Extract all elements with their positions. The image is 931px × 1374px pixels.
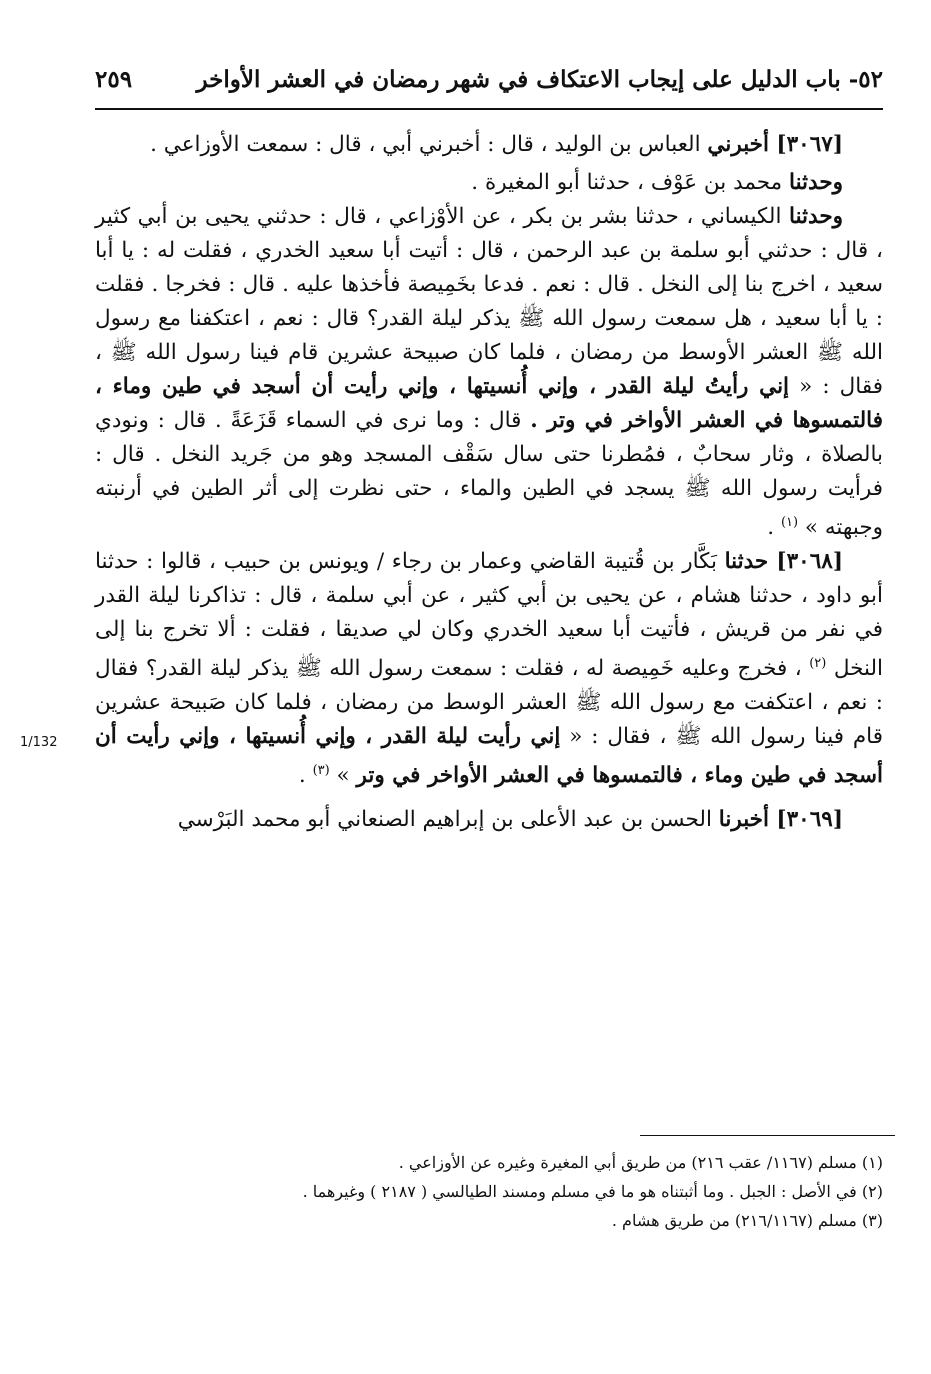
chain-paragraph: [95, 166, 883, 200]
paragraph-text: قال : وما نرى في السماء قَزَعَةً . قال : ونودي بالصلاة ، وثار سحابٌ ، فمُطرنا حتى سال سَقْف المسجد وهو من جَريد النخل . قال : فرأيت رسول الله ﷺ يسجد في الطين والماء ، حتى نظرت إلى أثر الطين في أرنبته وجبهته »: [95, 408, 883, 541]
hadith-3069: [95, 803, 883, 837]
hadith-3067: [95, 128, 883, 162]
paragraph-text: محمد بن عَوْف ، حدثنا أبو المغيرة .: [471, 170, 790, 195]
paragraph-text: الكيساني ، حدثنا بشر بن بكر ، عن الأوْزاعي ، قال : حدثني يحيى بن أبي كثير ، قال : حدثني أبو سلمة بن عبد الرحمن ، قال : أتيت أبا سعيد الخدري ، فقلت له : يا أبا سعيد ، اخرج بنا إلى النخل . قال : نعم . فدعا بخَمِيصة فأخذها عليه . قال : فخرجا . فقلت : يا أبا سعيد ، هل سمعت رسول الله ﷺ يذكر ليلة القدر؟ قال : نعم ، اعتكفنا مع رسول الله ﷺ العشر الأوسط من رمضان ، فلما كان صبيحة عشرين قام فينا رسول الله ﷺ ، فقال : «: [95, 204, 883, 399]
prophetic-quote: إني رأيتُ ليلة القدر ، وإني أُنسيتها ، وإني رأيت أن أسجد في طين وماء ، فالتمسوها في العشر الأواخر في وتر .: [95, 374, 883, 433]
page-number: ٢٥٩: [95, 65, 133, 93]
paragraph-text: العباس بن الوليد ، قال : أخبرني أبي ، قال : سمعت الأوزاعي .: [150, 132, 708, 157]
paragraph-lead: وحدثنا: [789, 204, 843, 229]
paragraph-text: ، فخرج وعليه خَمِيصة له ، فقلت : سمعت رسول الله ﷺ يذكر ليلة القدر؟ فقال : نعم ، اعتكفت مع رسول الله ﷺ العشر الوسط من رمضان ، فلما كان صَبيحة عشرين قام فينا رسول الله ﷺ ، فقال : «: [95, 656, 883, 750]
footnote-ref[interactable]: (٣): [312, 763, 330, 779]
running-header: [95, 58, 883, 100]
margin-reference: 1/132: [20, 735, 58, 750]
paragraph-text: الحسن بن عبد الأعلى بن إبراهيم الصنعاني أبو محمد البَرْسي: [177, 807, 719, 833]
footnote-divider: [95, 1135, 895, 1136]
header-divider: [95, 108, 883, 110]
paragraph-end: .: [767, 515, 781, 541]
paragraph-lead: [٣٠٦٨] حدثنا: [724, 549, 843, 575]
footnote-ref[interactable]: (١): [780, 515, 799, 530]
footnotes: [95, 1148, 883, 1235]
paragraph-lead: [٣٠٦٧] أخبرني: [707, 132, 843, 157]
chain-paragraph: [95, 200, 883, 545]
footnote-item: (٢) في الأصل : الجبل . وما أثبتناه هو ما في مسلم ومسند الطيالسي ( ٢١٨٧ ) وغيرهما .: [302, 1182, 883, 1201]
footnote-item: (٣) مسلم (٢١٦/١١٦٧) من طريق هشام .: [611, 1211, 883, 1230]
chapter-title: ٥٢- باب الدليل على إيجاب الاعتكاف في شهر رمضان في العشر الأواخر: [196, 65, 883, 93]
footnote-ref[interactable]: (٢): [809, 656, 827, 672]
hadith-3068: [95, 545, 883, 793]
footnote-item: (١) مسلم (١١٦٧/ عقب ٢١٦) من طريق أبي المغيرة وغيره عن الأوزاعي .: [398, 1153, 883, 1172]
prophetic-quote: إني رأيت ليلة القدر ، وإني أُنسيتها ، وإني رأيت أن أسجد في طين وماء ، فالتمسوها في العشر الأواخر في وتر: [95, 724, 883, 789]
paragraph-end: .: [298, 763, 313, 789]
paragraph-lead: [٣٠٦٩] أخبرنا: [718, 807, 843, 833]
paragraph-text: »: [329, 763, 357, 789]
main-text: [95, 128, 883, 837]
paragraph-lead: وحدثنا: [789, 170, 843, 195]
paragraph-text: بَكَّار بن قُتيبة القاضي وعمار بن رجاء / ويونس بن حبيب ، قالوا : حدثنا أبو داود ، حدثنا هشام ، عن يحيى بن أبي كثير ، عن أبي سلمة ، قال : تذاكرنا ليلة القدر في نفر من قريش ، فأتيت أبا سعيد الخدري وكان لي صديقا ، فقلت : ألا تخرج بنا إلى النخل: [95, 549, 883, 682]
